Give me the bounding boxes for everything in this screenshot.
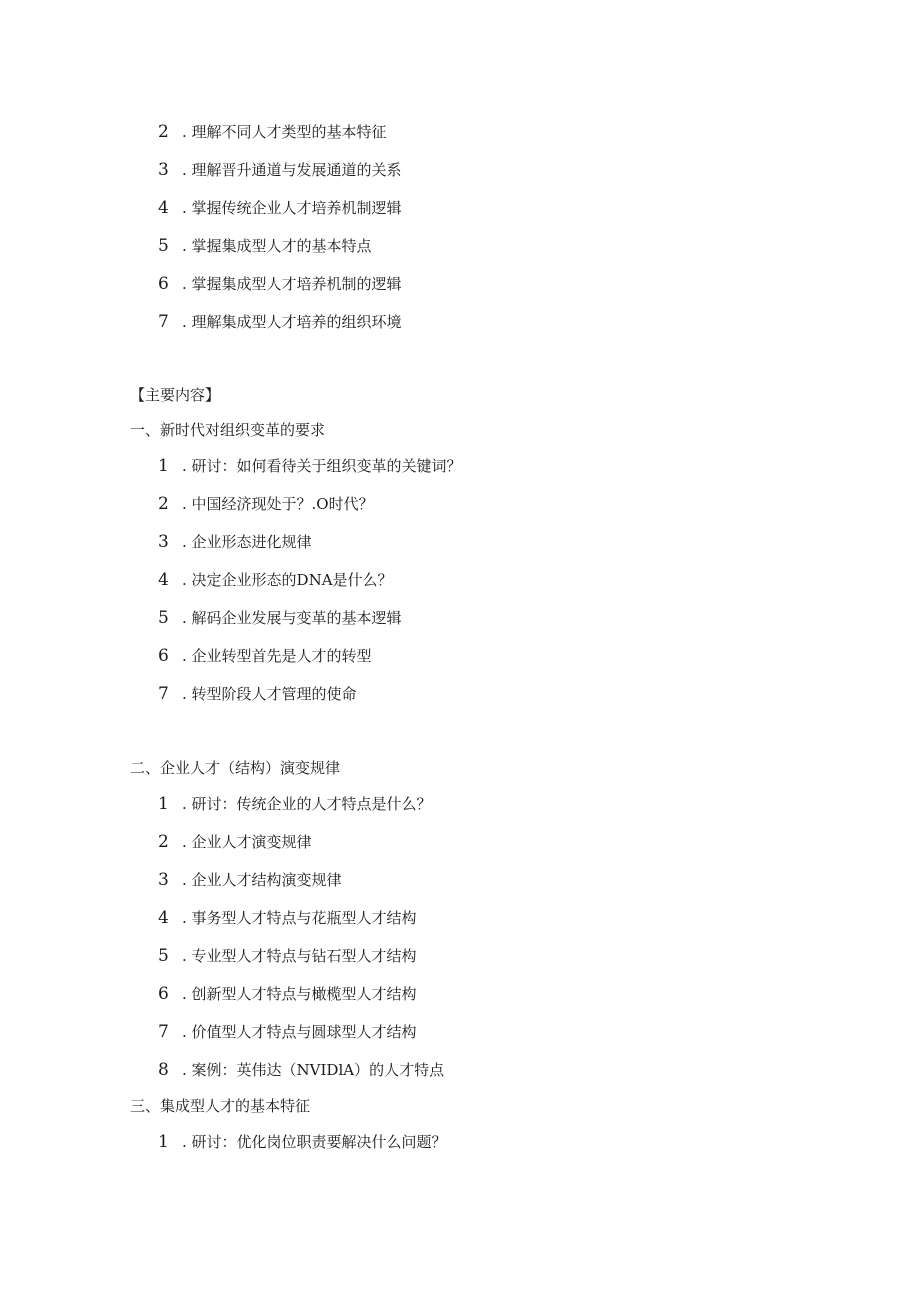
item-text: . 掌握集成型人才的基本特点 [182,237,372,255]
item-text: . 创新型人才特点与橄榄型人才结构 [182,985,417,1003]
item-number: 7 [158,312,169,332]
list-item [158,236,372,256]
item-text: . 理解不同人才类型的基本特征 [182,123,387,141]
item-text: . 案例：英伟达（NVIDlA）的人才特点 [182,1061,445,1079]
item-text: . 决定企业形态的DNA是什么？ [182,571,393,589]
item-number: 3 [158,870,169,890]
item-text: . 企业人才结构演变规律 [182,871,342,889]
section-title: 二、企业人才（结构）演变规律 [130,759,341,777]
list-item [158,532,312,552]
list-item [158,832,312,852]
list-item [158,870,342,890]
item-number: 4 [158,198,169,218]
list-item [158,274,402,294]
list-item [158,494,374,514]
item-number: 6 [158,984,169,1004]
list-item [158,456,462,476]
list-item [158,946,417,966]
item-number: 6 [158,274,169,294]
list-item [158,1132,447,1152]
list-item [158,684,357,704]
item-text: . 掌握传统企业人才培养机制逻辑 [182,199,402,217]
item-text: . 转型阶段人才管理的使命 [182,685,357,703]
item-text: . 解码企业发展与变革的基本逻辑 [182,609,402,627]
item-number: 7 [158,684,169,704]
item-number: 5 [158,946,169,966]
item-number: 1 [158,456,169,476]
item-number: 1 [158,1132,169,1152]
section-title: 一、新时代对组织变革的要求 [130,421,326,439]
list-item [158,1022,417,1042]
list-item [158,608,402,628]
item-text: . 价值型人才特点与圆球型人才结构 [182,1023,417,1041]
item-text: . 研讨：传统企业的人才特点是什么？ [182,795,432,813]
list-item [158,570,393,590]
list-item [158,794,432,814]
item-text: . 掌握集成型人才培养机制的逻辑 [182,275,402,293]
item-text: . 研讨：如何看待关于组织变革的关键词？ [182,457,462,475]
item-number: 1 [158,794,169,814]
item-text: . 专业型人才特点与钻石型人才结构 [182,947,417,965]
item-number: 4 [158,570,169,590]
item-text: . 研讨：优化岗位职责要解决什么问题？ [182,1133,447,1151]
list-item [158,908,417,928]
item-text: . 理解集成型人才培养的组织环境 [182,313,402,331]
list-item [158,984,417,1004]
item-number: 5 [158,608,169,628]
item-text: . 理解晋升通道与发展通道的关系 [182,161,402,179]
item-number: 2 [158,832,169,852]
item-number: 7 [158,1022,169,1042]
item-number: 2 [158,122,169,142]
item-number: 8 [158,1060,169,1080]
list-item [158,160,402,180]
list-item [158,1060,444,1080]
item-number: 2 [158,494,169,514]
item-text: . 企业人才演变规律 [182,833,312,851]
item-number: 6 [158,646,169,666]
section-title: 三、集成型人才的基本特征 [130,1097,311,1115]
item-text: . 中国经济现处于？.O时代？ [182,495,374,513]
list-item [158,198,402,218]
item-number: 5 [158,236,169,256]
list-item [158,312,402,332]
list-item [158,646,372,666]
item-number: 3 [158,532,169,552]
item-number: 4 [158,908,169,928]
item-text: . 企业转型首先是人才的转型 [182,647,372,665]
item-text: . 企业形态进化规律 [182,533,312,551]
item-number: 3 [158,160,169,180]
main-content-heading: 【主要内容】 [130,386,221,404]
item-text: . 事务型人才特点与花瓶型人才结构 [182,909,417,927]
list-item [158,122,387,142]
